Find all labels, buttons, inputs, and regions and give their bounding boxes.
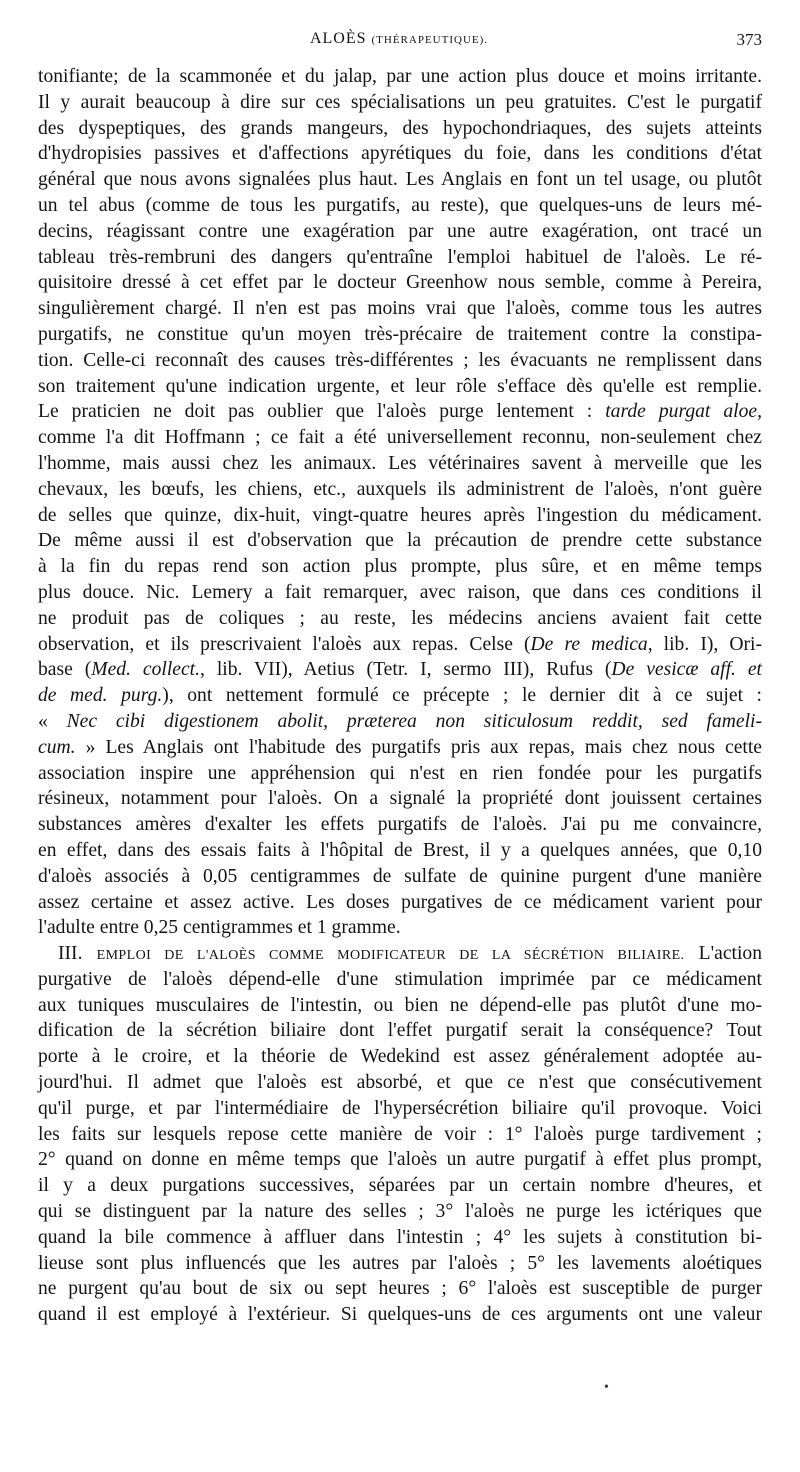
text-segment: comme l'a dit Hoffmann ; ce fait a été universellement reconnu, non-seulement chez [38, 427, 762, 449]
text-segment: observation, et ils prescrivaient l'aloès aux repas. Celse ( [38, 633, 531, 655]
body-text [38, 64, 762, 1328]
text-segment: , lib. VII), Aetius (Tetr. I, sermo III), Rufus ( [200, 659, 612, 681]
running-head-title [36, 30, 762, 48]
text-segment: général que nous avons signalées plus haut. Les Anglais en font un tel usage, ou plutôt [38, 169, 762, 191]
text-line [38, 348, 762, 374]
text-segment: quisitoire dressé à cet effet par le docteur Greenhow nous semble, comme à Pereira, [38, 272, 762, 294]
italic-text: tarde purgat aloe, [605, 401, 762, 423]
text-line [38, 1173, 762, 1199]
text-segment: , lib. I), Ori- [647, 633, 762, 655]
text-segment: il y a deux purgations successives, séparées par un certain nombre d'heures, et [38, 1175, 762, 1197]
text-segment: L'action [684, 943, 762, 965]
text-segment: les faits sur lesquels repose cette manière de voir : 1° l'aloès purge tardivement ; [38, 1123, 762, 1145]
text-line [38, 1225, 762, 1251]
text-line [38, 425, 762, 451]
text-segment: purgative de l'aloès dépend-elle d'une stimulation imprimée par ce médicament [38, 968, 762, 990]
text-segment: base ( [38, 659, 92, 681]
text-segment: tableau très-rembruni des dangers qu'entraîne l'emploi habituel de l'aloès. Le ré- [38, 246, 762, 268]
text-line [38, 890, 762, 916]
text-line [38, 1096, 762, 1122]
text-segment: ne produit pas de coliques ; au reste, les médecins anciens avaient fait cette [38, 607, 762, 629]
text-segment: résineux, notamment pour l'aloès. On a signalé la propriété dont jouissent certaines [38, 788, 762, 810]
text-line [38, 993, 762, 1019]
text-line [38, 270, 762, 296]
print-speck: • [604, 1380, 609, 1395]
text-segment: l'adulte entre 0,25 centigrammes et 1 gramme. [38, 917, 401, 939]
page-number: 373 [736, 30, 762, 49]
running-head-title-main: ALOÈS [309, 30, 367, 47]
text-line [38, 1122, 762, 1148]
text-segment: association inspire une appréhension qui n'est en rien fondée pour les purgatifs [38, 762, 762, 784]
text-segment: d'aloès associés à 0,05 centigrammes de sulfate de quinine purgent d'une manière [38, 865, 762, 887]
text-line [38, 296, 762, 322]
text-line [38, 838, 762, 864]
text-line [38, 580, 762, 606]
text-line [38, 245, 762, 271]
text-line [38, 1147, 762, 1173]
text-line [38, 167, 762, 193]
text-line [38, 1251, 762, 1277]
text-segment: dification de la sécrétion biliaire dont l'effet purgatif serait la conséquence? Tout [38, 1020, 762, 1042]
text-segment: substances amères d'exalter les effets purgatifs de l'aloès. J'ai pu me convaincre, [38, 814, 762, 836]
text-segment: chevaux, les bœufs, les chiens, etc., auxquels ils administrent de l'aloès, n'ont guère [38, 478, 762, 500]
italic-text: De vesicæ aff. et [611, 659, 762, 681]
text-segment: plus douce. Nic. Lemery a fait remarquer, avec raison, que dans ces conditions il [38, 581, 762, 603]
text-line [38, 709, 762, 735]
text-line [38, 967, 762, 993]
text-line [38, 193, 762, 219]
section-heading: EMPLOI DE L'ALOÈS COMME MODIFICATEUR DE LA SÉCRÉTION BILIAIRE. [96, 948, 685, 964]
text-line [38, 1044, 762, 1070]
text-line [38, 399, 762, 425]
text-line [38, 322, 762, 348]
text-segment: III. [58, 943, 97, 965]
text-line [38, 915, 762, 941]
text-segment: son traitement qu'une indication urgente, et leur rôle s'efface dès qu'elle est remplie. [38, 375, 762, 397]
running-head [36, 30, 762, 56]
text-segment: « [38, 710, 67, 732]
text-segment: à la fin du repas rend son action plus prompte, plus sûre, et en même temps [38, 556, 762, 578]
running-head-title-sub: (THÉRAPEUTIQUE). [371, 34, 489, 46]
text-segment: De même aussi il est d'observation que la précaution de prendre cette substance [38, 530, 762, 552]
text-segment: l'homme, mais aussi chez les animaux. Les vétérinaires savent à merveille que les [38, 452, 762, 474]
text-line [38, 1276, 762, 1302]
text-segment: ne purgent qu'au bout de six ou sept heures ; 6° l'aloès est susceptible de purger [38, 1278, 762, 1300]
text-line [38, 657, 762, 683]
text-line [38, 1302, 762, 1328]
text-line [38, 503, 762, 529]
text-segment: de selles que quinze, dix-huit, vingt-quatre heures après l'ingestion du médicament. [38, 504, 762, 526]
text-line [38, 1199, 762, 1225]
italic-text: De re medica [530, 633, 648, 655]
text-segment: aux tuniques musculaires de l'intestin, ou bien ne dépend-elle pas plutôt d'une mo- [38, 994, 762, 1016]
text-line [38, 1070, 762, 1096]
text-segment: assez certaine et assez active. Les doses purgatives de ce médicament varient pour [38, 891, 762, 913]
text-segment: 2° quand on donne en même temps que l'aloès un autre purgatif à effet plus prompt, [38, 1149, 762, 1171]
text-segment: decins, réagissant contre une exagération par une autre exagération, ont tracé un [38, 220, 762, 242]
text-segment: » Les Anglais ont l'habitude des purgatifs pris aux repas, mais chez nous cette [75, 736, 762, 758]
text-segment: purgatifs, ne constitue qu'un moyen très-précaire de traitement contre la constipa- [38, 323, 762, 345]
text-segment: quand la bile commence à affluer dans l'intestin ; 4° les sujets à constitution bi- [38, 1226, 762, 1248]
text-line [38, 761, 762, 787]
text-line [38, 812, 762, 838]
italic-text: Med. collect. [91, 659, 201, 681]
text-segment: Le praticien ne doit pas oublier que l'aloès purge lentement : [38, 401, 606, 423]
text-line [38, 374, 762, 400]
text-line [38, 90, 762, 116]
text-segment: en effet, dans des essais faits à l'hôpital de Brest, il y a quelques années, que 0,10 [38, 839, 762, 861]
italic-text: cum. [38, 736, 76, 758]
text-segment: Il y aurait beaucoup à dire sur ces spécialisations un peu gratuites. C'est le purgatif [38, 91, 762, 113]
text-line [38, 451, 762, 477]
text-line [38, 554, 762, 580]
text-segment: des dyspeptiques, des grands mangeurs, des hypochondriaques, des sujets atteints [38, 117, 762, 139]
text-line [38, 606, 762, 632]
italic-text: de med. purg. [38, 685, 163, 707]
text-segment: jourd'hui. Il admet que l'aloès est absorbé, et que ce n'est que consécutivement [38, 1072, 762, 1094]
text-line [38, 941, 762, 967]
text-segment: d'hydropisies passives et d'affections apyrétiques du foie, dans les conditions d'état [38, 143, 762, 165]
text-segment: porte à le croire, et la théorie de Wedekind est assez généralement adoptée au- [38, 1046, 762, 1068]
text-line [38, 219, 762, 245]
text-segment: ), ont nettement formulé ce précepte ; le dernier dit à ce sujet : [162, 685, 762, 707]
text-segment: qui se distinguent par la nature des selles ; 3° l'aloès ne purge les ictériques que [38, 1201, 762, 1223]
text-line [38, 477, 762, 503]
text-line [38, 864, 762, 890]
text-line [38, 632, 762, 658]
text-line [38, 1018, 762, 1044]
text-segment: lieuse sont plus influencés que les autres par l'aloès ; 5° les lavements aloétiques [38, 1252, 762, 1274]
text-line [38, 141, 762, 167]
text-line [38, 683, 762, 709]
text-segment: qu'il purge, et par l'intermédiaire de l'hypersécrétion biliaire qu'il provoque. Voici [38, 1097, 762, 1119]
text-line [38, 735, 762, 761]
text-line [38, 116, 762, 142]
italic-text: Nec cibi digestionem abolit, præterea non siticulosum reddit, sed fameli- [66, 710, 762, 732]
text-line [38, 528, 762, 554]
text-segment: un tel abus (comme de tous les purgatifs, au reste), que quelques-uns de leurs mé- [38, 194, 762, 216]
text-line [38, 64, 762, 90]
text-segment: singulièrement chargé. Il n'en est pas moins vrai que l'aloès, comme tous les autres [38, 298, 762, 320]
text-segment: quand il est employé à l'extérieur. Si quelques-uns de ces arguments ont une valeur [38, 1304, 762, 1326]
text-segment: tonifiante; de la scammonée et du jalap, par une action plus douce et moins irritante. [38, 66, 762, 87]
text-line [38, 786, 762, 812]
text-segment: tion. Celle-ci reconnaît des causes très-différentes ; les évacuants ne remplissent dans [38, 349, 762, 371]
